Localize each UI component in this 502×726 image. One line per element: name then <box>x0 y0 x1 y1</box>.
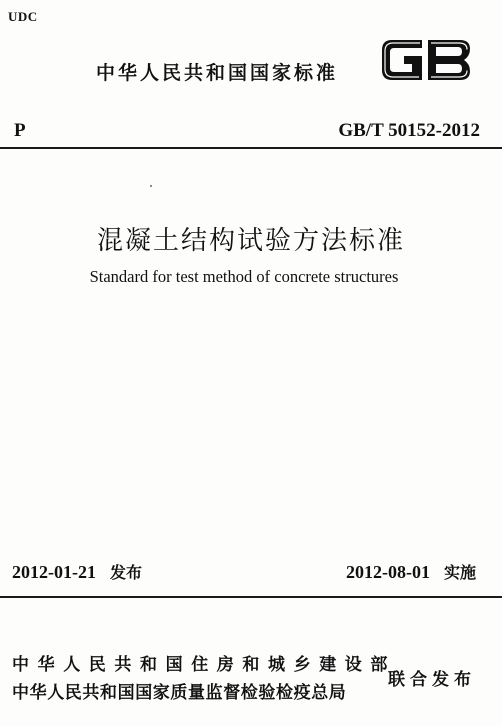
implementation-date: 2012-08-01 <box>345 562 430 582</box>
issue-label: 发布 <box>110 563 143 582</box>
udc-label: UDC <box>8 9 38 24</box>
english-title: Standard for test method of concrete structures <box>89 267 399 286</box>
national-standard-heading: 中华人民共和国国家标准 <box>96 62 339 84</box>
issuer-aqsiq: 中华人民共和国国家质量监督检验检疫总局 <box>12 683 347 703</box>
top-divider <box>0 147 502 149</box>
bottom-divider <box>0 596 502 598</box>
issue-date-line <box>12 560 142 583</box>
standard-number: GB/T 50152-2012 <box>338 120 480 141</box>
issue-date: 2012-01-21 <box>12 562 96 582</box>
gb-logo <box>378 34 474 86</box>
chinese-title: 混凝土结构试验方法标准 <box>96 226 405 256</box>
implementation-date-line <box>346 560 476 583</box>
joint-issue-label: 联合发布 <box>388 670 476 690</box>
category-code: P <box>14 120 26 141</box>
paper-speck <box>150 185 152 187</box>
implementation-label: 实施 <box>443 563 476 582</box>
issuer-ministry-of-housing: 中华人民共和国住房和城乡建设部 <box>12 655 396 675</box>
